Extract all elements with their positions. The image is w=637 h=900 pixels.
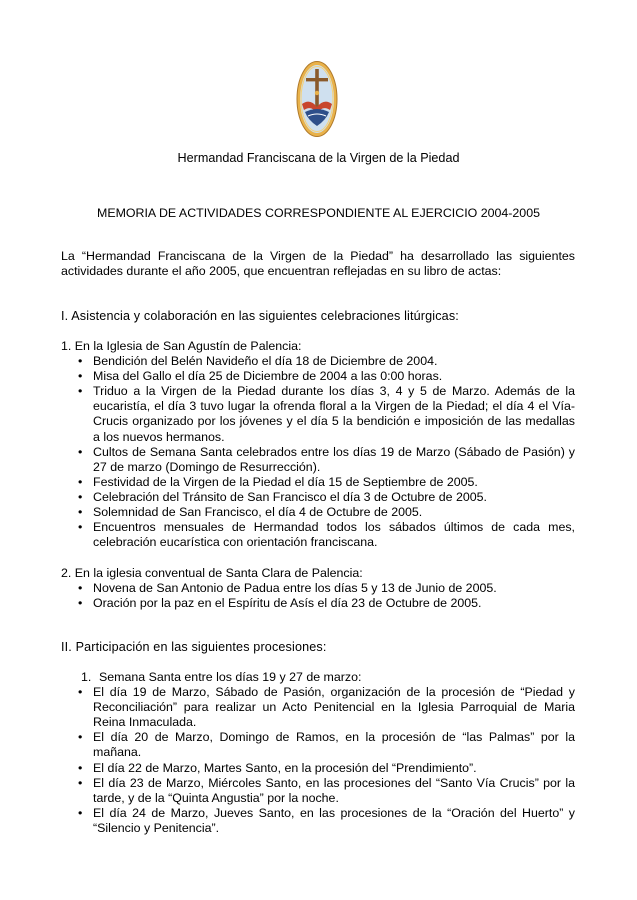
list-item: • El día 19 de Marzo, Sábado de Pasión, organización de la procesión de “Piedad y Reconciliación” para realizar un Acto Penitencial en la Iglesia Parroquial de Maria Reina Inmaculada.: [61, 685, 575, 730]
list-item: • El día 24 de Marzo, Jueves Santo, en las procesiones de la “Oración del Huerto” y “Silencio y Penitencia”.: [61, 806, 575, 836]
list-item: • Novena de San Antonio de Padua entre los días 5 y 13 de Junio de 2005.: [61, 581, 575, 596]
group-1-title: 1. En la Iglesia de San Agustín de Palencia:: [61, 339, 302, 353]
list-item: • Bendición del Belén Navideño el día 18 de Diciembre de 2004.: [61, 354, 575, 369]
group-2-list: [61, 581, 575, 611]
section-1-group-2: [61, 566, 575, 611]
numbered-item-number: 1.: [81, 670, 92, 684]
memoria-title: MEMORIA DE ACTIVIDADES CORRESPONDIENTE AL EJERCICIO 2004-2005: [97, 206, 540, 220]
list-item: • Festividad de la Virgen de la Piedad el día 15 de Septiembre de 2005.: [61, 475, 575, 490]
list-item: • Oración por la paz en el Espíritu de Asís el día 23 de Octubre de 2005.: [61, 596, 575, 611]
list-item: • Cultos de Semana Santa celebrados entre los días 19 de Marzo (Sábado de Pasión) y 27 de marzo (Domingo de Resurrección).: [61, 445, 575, 475]
intro-paragraph: La “Hermandad Franciscana de la Virgen de la Piedad” ha desarrollado las siguientes actividades durante el año 2005, que encuentran reflejadas en su libro de actas:: [61, 249, 575, 279]
brotherhood-emblem: [296, 60, 338, 138]
section-2-list: [61, 670, 575, 836]
section-2-heading: II. Participación en las siguientes procesiones:: [61, 640, 327, 654]
group-1-list: [61, 354, 575, 550]
list-item: • Solemnidad de San Francisco, el día 4 de Octubre de 2005.: [61, 505, 575, 520]
list-item: • El día 22 de Marzo, Martes Santo, en la procesión del “Prendimiento”.: [61, 761, 575, 776]
organization-title: Hermandad Franciscana de la Virgen de la Piedad: [177, 151, 460, 165]
list-item: • Triduo a la Virgen de la Piedad durante los días 3, 4 y 5 de Marzo. Además de la eucaristía, el día 3 tuvo lugar la ofrenda floral a la Virgen de la Piedad; el día 4 el Vía-Crucis organizado por los jóvenes y el día 5 la bendición e imposición de las medallas a los nuevos hermanos.: [61, 384, 575, 444]
list-item: • El día 20 de Marzo, Domingo de Ramos, en la procesión de “las Palmas” por la mañana.: [61, 730, 575, 760]
list-item: • El día 23 de Marzo, Miércoles Santo, en las procesiones del “Santo Vía Crucis” por la tarde, y de la “Quinta Angustia” por la noche.: [61, 776, 575, 806]
section-1-group-1: [61, 339, 575, 550]
list-item: • Celebración del Tránsito de San Francisco el día 3 de Octubre de 2005.: [61, 490, 575, 505]
procession-list: [61, 685, 575, 836]
list-item: • Encuentros mensuales de Hermandad todos los sábados últimos de cada mes, celebración eucarística con orientación franciscana.: [61, 520, 575, 550]
group-2-title: 2. En la iglesia conventual de Santa Clara de Palencia:: [61, 566, 363, 580]
numbered-item: [61, 670, 575, 685]
numbered-item-text: Semana Santa entre los días 19 y 27 de marzo:: [99, 670, 362, 684]
section-1-heading: I. Asistencia y colaboración en las siguientes celebraciones litúrgicas:: [61, 309, 459, 323]
list-item: • Misa del Gallo el día 25 de Diciembre de 2004 a las 0:00 horas.: [61, 369, 575, 384]
